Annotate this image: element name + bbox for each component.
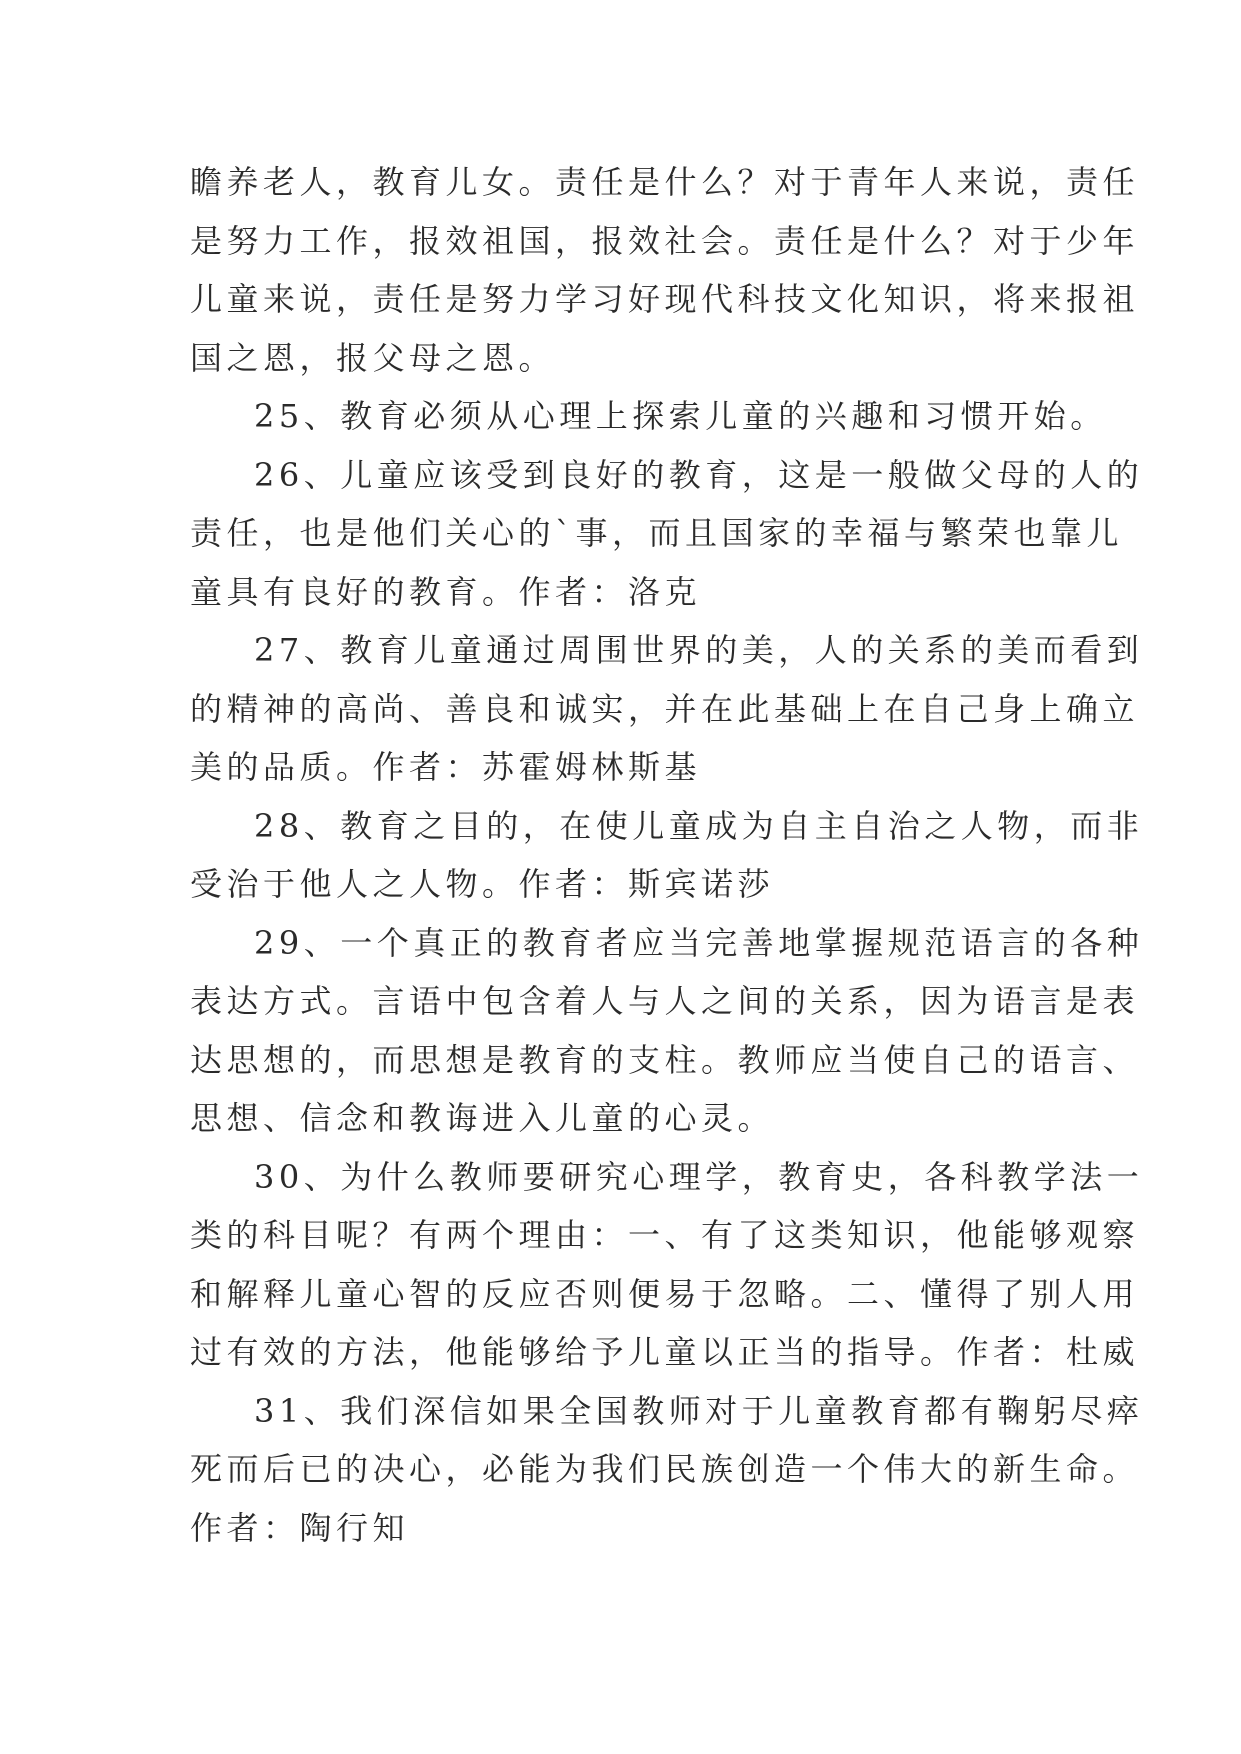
document-body	[190, 153, 1144, 1557]
text-line: 28、教育之目的，在使儿童成为自主自治之人物，而非	[254, 806, 1144, 845]
text-line: 美的品质。作者：苏霍姆林斯基	[190, 748, 702, 786]
text-line: 的精神的高尚、善良和诚实，并在此基础上在自己身上确立	[190, 689, 1140, 728]
paragraph-28	[190, 797, 1144, 914]
text-line: 27、教育儿童通过周围世界的美，人的关系的美而看到	[254, 631, 1144, 669]
text-line: 26、儿童应该受到良好的教育，这是一般做父母的人的	[254, 455, 1144, 494]
text-line: 30、为什么教师要研究心理学，教育史，各科教学法一	[254, 1157, 1144, 1196]
text-line: 表达方式。言语中包含着人与人之间的关系，因为语言是表	[190, 982, 1140, 1020]
text-line: 作者：陶行知	[190, 1508, 410, 1547]
text-line: 和解释儿童心智的反应否则便易于忽略。二、懂得了别人用	[190, 1274, 1140, 1313]
text-line: 29、一个真正的教育者应当完善地掌握规范语言的各种	[254, 923, 1144, 962]
paragraph-30	[190, 1148, 1144, 1382]
text-line: 责任，也是他们关心的`事，而且国家的幸福与繁荣也靠儿	[190, 514, 1124, 552]
text-line: 类的科目呢？有两个理由：一、有了这类知识，他能够观察	[190, 1216, 1140, 1254]
text-line: 受治于他人之人物。作者：斯宾诺莎	[190, 865, 775, 903]
text-line: 儿童来说，责任是努力学习好现代科技文化知识，将来报祖	[190, 280, 1140, 318]
paragraph-31	[190, 1382, 1144, 1558]
text-line: 达思想的，而思想是教育的支柱。教师应当使自己的语言、	[190, 1040, 1140, 1079]
text-line: 童具有良好的教育。作者：洛克	[190, 572, 702, 611]
text-line: 过有效的方法，他能够给予儿童以正当的指导。作者：杜威	[190, 1333, 1140, 1371]
paragraph-continuation	[190, 153, 1140, 387]
text-line: 是努力工作，报效祖国，报效社会。责任是什么？对于少年	[190, 221, 1140, 260]
paragraph-27	[190, 621, 1144, 797]
paragraph-25	[190, 387, 1107, 446]
text-line: 思想、信念和教诲进入儿童的心灵。	[190, 1099, 775, 1137]
text-line: 瞻养老人，教育儿女。责任是什么？对于青年人来说，责任	[190, 163, 1140, 201]
text-line: 25、教育必须从心理上探索儿童的兴趣和习惯开始。	[254, 397, 1107, 435]
paragraph-26	[190, 446, 1144, 622]
text-line: 国之恩，报父母之恩。	[190, 338, 556, 377]
text-line: 死而后已的决心，必能为我们民族创造一个伟大的新生命。	[190, 1450, 1140, 1488]
text-line: 31、我们深信如果全国教师对于儿童教育都有鞠躬尽瘁	[254, 1391, 1144, 1430]
paragraph-29	[190, 914, 1144, 1148]
